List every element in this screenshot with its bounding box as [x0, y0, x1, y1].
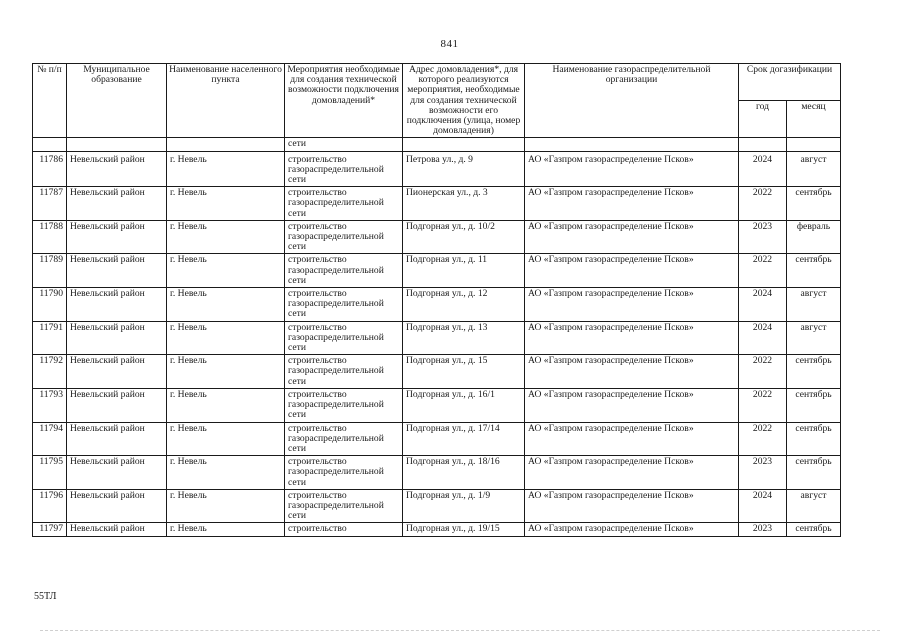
table-header — [33, 64, 841, 138]
row-address: Подгорная ул., д. 11 — [403, 254, 525, 288]
row-measure: строительство газораспределительной сети — [285, 254, 403, 288]
row-address: Подгорная ул., д. 10/2 — [403, 220, 525, 254]
row-year: 2022 — [739, 422, 787, 456]
row-gas-org: АО «Газпром газораспределение Псков» — [525, 321, 739, 355]
header-settlement: Наименование населенного пункта — [167, 64, 285, 138]
row-gas-org: АО «Газпром газораспределение Псков» — [525, 151, 739, 187]
header-measures: Мероприятия необходимые для создания технической возможности подключения домовладений* — [285, 64, 403, 138]
row-num: 11793 — [33, 388, 67, 422]
row-municipality: Невельский район — [67, 187, 167, 221]
row-address: Пионерская ул., д. 3 — [403, 187, 525, 221]
row-num: 11795 — [33, 456, 67, 490]
row-municipality: Невельский район — [67, 489, 167, 523]
row-measure: строительство газораспределительной сети — [285, 187, 403, 221]
row-settlement: г. Невель — [167, 456, 285, 490]
row-year: 2022 — [739, 187, 787, 221]
row-address: Петрова ул., д. 9 — [403, 151, 525, 187]
row-settlement: г. Невель — [167, 151, 285, 187]
table-row — [33, 489, 841, 523]
row-gas-org: АО «Газпром газораспределение Псков» — [525, 187, 739, 221]
row-year: 2022 — [739, 388, 787, 422]
header-address: Адрес домовладения*, для которого реализуются мероприятия, необходимые для создания технической возможности его подключения (улица, номер домовладения) — [403, 64, 525, 138]
row-address: Подгорная ул., д. 19/15 — [403, 523, 525, 536]
page-number: 841 — [440, 38, 459, 50]
table-row — [33, 456, 841, 490]
table-row — [33, 187, 841, 221]
row-month: сентябрь — [787, 523, 841, 536]
row-year: 2023 — [739, 220, 787, 254]
table-row — [33, 288, 841, 322]
row-address: Подгорная ул., д. 15 — [403, 355, 525, 389]
row-municipality: Невельский район — [67, 388, 167, 422]
row-municipality: Невельский район — [67, 220, 167, 254]
continuation-row — [33, 138, 841, 151]
row-municipality: Невельский район — [67, 288, 167, 322]
row-address: Подгорная ул., д. 18/16 — [403, 456, 525, 490]
row-month: август — [787, 288, 841, 322]
row-measure: строительство газораспределительной сети — [285, 456, 403, 490]
row-settlement: г. Невель — [167, 220, 285, 254]
row-month: сентябрь — [787, 456, 841, 490]
row-month: сентябрь — [787, 187, 841, 221]
row-settlement: г. Невель — [167, 489, 285, 523]
row-num: 11791 — [33, 321, 67, 355]
row-address: Подгорная ул., д. 16/1 — [403, 388, 525, 422]
row-address: Подгорная ул., д. 1/9 — [403, 489, 525, 523]
row-gas-org: АО «Газпром газораспределение Псков» — [525, 489, 739, 523]
row-measure: строительство газораспределительной сети — [285, 489, 403, 523]
row-num: 11786 — [33, 151, 67, 187]
header-municipality: Муниципальное образование — [67, 64, 167, 138]
row-measure: строительство газораспределительной сети — [285, 355, 403, 389]
table-row — [33, 151, 841, 187]
header-year: год — [739, 101, 787, 138]
row-settlement: г. Невель — [167, 187, 285, 221]
row-settlement: г. Невель — [167, 523, 285, 536]
continuation-cell: сети — [285, 138, 403, 151]
row-municipality: Невельский район — [67, 254, 167, 288]
row-gas-org: АО «Газпром газораспределение Псков» — [525, 254, 739, 288]
row-address: Подгорная ул., д. 12 — [403, 288, 525, 322]
row-settlement: г. Невель — [167, 355, 285, 389]
table-row — [33, 388, 841, 422]
row-gas-org: АО «Газпром газораспределение Псков» — [525, 523, 739, 536]
header-term: Срок догазификации — [739, 64, 841, 101]
row-num: 11796 — [33, 489, 67, 523]
row-num: 11787 — [33, 187, 67, 221]
row-gas-org: АО «Газпром газораспределение Псков» — [525, 220, 739, 254]
row-num: 11788 — [33, 220, 67, 254]
row-gas-org: АО «Газпром газораспределение Псков» — [525, 355, 739, 389]
row-measure: строительство — [285, 523, 403, 536]
row-month: сентябрь — [787, 388, 841, 422]
table-row — [33, 321, 841, 355]
row-settlement: г. Невель — [167, 254, 285, 288]
row-measure: строительство газораспределительной сети — [285, 220, 403, 254]
row-month: август — [787, 489, 841, 523]
header-month: месяц — [787, 101, 841, 138]
row-gas-org: АО «Газпром газораспределение Псков» — [525, 456, 739, 490]
row-month: август — [787, 151, 841, 187]
row-address: Подгорная ул., д. 17/14 — [403, 422, 525, 456]
footer-code: 55ТЛ — [34, 591, 57, 602]
row-municipality: Невельский район — [67, 523, 167, 536]
table-row — [33, 355, 841, 389]
row-address: Подгорная ул., д. 13 — [403, 321, 525, 355]
row-month: сентябрь — [787, 254, 841, 288]
row-month: август — [787, 321, 841, 355]
row-year: 2024 — [739, 489, 787, 523]
row-measure: строительство газораспределительной сети — [285, 422, 403, 456]
header-num: № п/п — [33, 64, 67, 138]
row-num: 11797 — [33, 523, 67, 536]
row-num: 11794 — [33, 422, 67, 456]
row-measure: строительство газораспределительной сети — [285, 288, 403, 322]
row-settlement: г. Невель — [167, 388, 285, 422]
scan-edge-line — [40, 630, 880, 631]
row-num: 11790 — [33, 288, 67, 322]
row-year: 2024 — [739, 321, 787, 355]
row-municipality: Невельский район — [67, 151, 167, 187]
row-settlement: г. Невель — [167, 321, 285, 355]
row-num: 11789 — [33, 254, 67, 288]
row-municipality: Невельский район — [67, 456, 167, 490]
row-gas-org: АО «Газпром газораспределение Псков» — [525, 422, 739, 456]
row-year: 2023 — [739, 456, 787, 490]
row-gas-org: АО «Газпром газораспределение Псков» — [525, 288, 739, 322]
row-month: февраль — [787, 220, 841, 254]
table-row — [33, 220, 841, 254]
row-settlement: г. Невель — [167, 422, 285, 456]
row-measure: строительство газораспределительной сети — [285, 388, 403, 422]
row-month: сентябрь — [787, 422, 841, 456]
row-settlement: г. Невель — [167, 288, 285, 322]
row-year: 2023 — [739, 523, 787, 536]
row-municipality: Невельский район — [67, 422, 167, 456]
row-measure: строительство газораспределительной сети — [285, 151, 403, 187]
row-num: 11792 — [33, 355, 67, 389]
row-year: 2022 — [739, 254, 787, 288]
table-row — [33, 422, 841, 456]
row-measure: строительство газораспределительной сети — [285, 321, 403, 355]
table-row — [33, 254, 841, 288]
table-body — [33, 138, 841, 536]
row-year: 2022 — [739, 355, 787, 389]
header-gas-org: Наименование газораспределительной организации — [525, 64, 739, 138]
row-municipality: Невельский район — [67, 321, 167, 355]
row-gas-org: АО «Газпром газораспределение Псков» — [525, 388, 739, 422]
row-year: 2024 — [739, 151, 787, 187]
row-month: сентябрь — [787, 355, 841, 389]
row-municipality: Невельский район — [67, 355, 167, 389]
table-row — [33, 523, 841, 536]
row-year: 2024 — [739, 288, 787, 322]
gasification-table — [32, 63, 841, 537]
